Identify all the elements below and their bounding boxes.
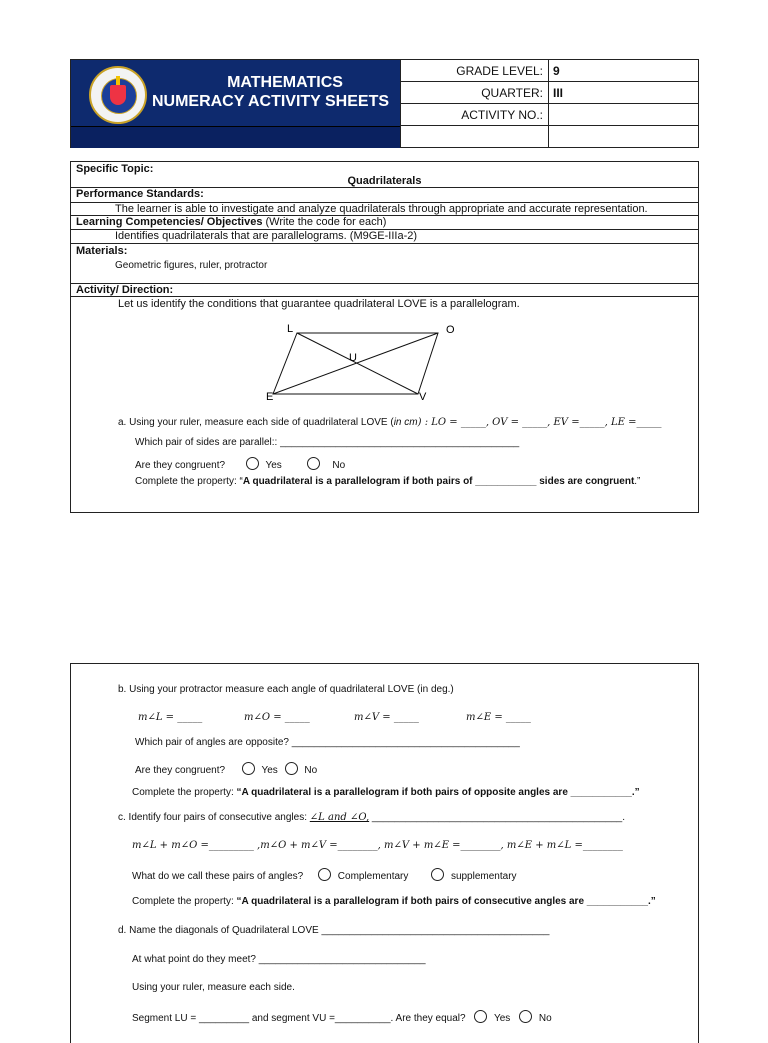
yes-label: Yes [261,765,278,776]
activity-value[interactable] [548,104,698,126]
competencies-value-row [71,230,698,244]
competencies-value: Identifies quadrilaterals that are parallelograms. (M9GE-IIIa-2) [115,230,418,242]
angle-v-measure[interactable]: m∠V = _____ [354,712,419,723]
header-table [70,59,699,148]
banner-strip [71,126,400,148]
angle-o-measure[interactable]: m∠O = _____ [244,712,310,723]
item-d-measure-instruction: Using your ruler, measure each side. [132,982,295,993]
no-label: No [332,460,346,471]
vertex-l-label: L [287,323,294,335]
vertex-o-label: O [446,324,455,336]
materials-label: Materials: [76,245,128,257]
vertex-v-label: V [419,391,427,403]
parallelogram-love-diagram [200,320,480,410]
complementary-radio-icon[interactable] [318,868,331,881]
direction-label: Activity/ Direction: [76,284,174,296]
blank-value-cell[interactable] [548,126,698,147]
intersection-u-label: U [349,352,357,364]
no-radio-icon[interactable] [519,1010,532,1023]
item-c-property: Complete the property: “A quadrilateral is a parallelogram if both pairs of consecutive angles are ___________.” [132,896,656,907]
blank-label-cell [400,126,548,147]
materials-value: Geometric figures, ruler, protractor [115,260,268,271]
specific-topic-row [71,162,698,188]
materials-row [71,244,698,284]
supplementary-label: supplementary [450,871,517,882]
item-d-instruction[interactable]: d. Name the diagonals of Quadrilateral LOVE _________________________________________ [118,925,550,936]
performance-label: Performance Standards: [76,188,204,200]
item-c-instruction: c. Identify four pairs of consecutive angles: ∠L and ∠O, _____________________________________________. [118,812,625,823]
header-title: MATHEMATICS [227,74,343,91]
competencies-label: Learning Competencies/ Objectives [76,216,263,228]
no-radio-icon[interactable] [285,762,298,775]
angle-e-measure[interactable]: m∠E = _____ [466,712,531,723]
direction-value: Let us identify the conditions that guarantee quadrilateral LOVE is a parallelogram. [118,298,520,310]
item-d-segment-question: Segment LU = _________ and segment VU =__________. Are they equal? Yes No [132,1010,552,1024]
competencies-label-row [71,216,698,230]
diagonal-lv [297,333,418,394]
item-a-parallel-question[interactable]: Which pair of sides are parallel:: ___________________________________________ [135,437,520,448]
supplementary-radio-icon[interactable] [431,868,444,881]
angle-l-measure[interactable]: m∠L = _____ [138,712,203,723]
competencies-hint: (Write the code for each) [265,216,387,228]
yes-label: Yes [493,1013,511,1024]
quarter-label: QUARTER: [400,82,548,104]
specific-topic-value: Quadrilaterals [347,175,422,187]
no-label: No [304,765,318,776]
grade-level-value[interactable]: 9 [548,60,698,82]
item-b-instruction: b. Using your protractor measure each angle of quadrilateral LOVE (in deg.) [118,684,454,695]
item-a-property: Complete the property: “A quadrilateral is a parallelogram if both pairs of ___________ sides are congruent.” [135,476,641,487]
performance-value-row [71,203,698,216]
deped-seal-icon [89,66,147,124]
header-banner [71,60,400,147]
no-radio-icon[interactable] [307,457,320,470]
yes-radio-icon[interactable] [242,762,255,775]
item-c-call-question: What do we call these pairs of angles? Complementary supplementary [132,868,517,882]
item-b-opposite-question[interactable]: Which pair of angles are opposite? _________________________________________ [135,737,520,748]
item-d-meet-question[interactable]: At what point do they meet? ______________________________ [132,954,426,965]
direction-label-row [71,284,698,297]
performance-value: The learner is able to investigate and analyze quadrilaterals through appropriate and accurate representation. [115,203,648,215]
specific-topic-label: Specific Topic: [76,163,154,175]
yes-radio-icon[interactable] [246,457,259,470]
yes-radio-icon[interactable] [474,1010,487,1023]
grade-level-label: GRADE LEVEL: [400,60,548,82]
activity-label: ACTIVITY NO.: [400,104,548,126]
yes-label: Yes [265,460,282,471]
vertex-e-label: E [266,391,274,403]
header-subtitle: NUMERACY ACTIVITY SHEETS [151,93,390,110]
consecutive-angle-sums[interactable]: m∠L + m∠O =_________ ,m∠O + m∠V =________, m∠V + m∠E =________, m∠E + m∠L =________ [132,840,623,851]
item-a-instruction: a. Using your ruler, measure each side of quadrilateral LOVE (in cm) : LO = _____, OV = _____, EV =_____, LE =_____ [118,417,662,428]
item-b-congruent-question: Are they congruent? Yes No [135,762,317,776]
performance-label-row [71,188,698,203]
item-a-congruent-question: Are they congruent? Yes No [135,457,345,471]
no-label: No [538,1013,552,1024]
quarter-value[interactable]: III [548,82,698,104]
complementary-label: Complementary [337,871,409,882]
item-b-property: Complete the property: “A quadrilateral is a parallelogram if both pairs of opposite angles are ___________.” [132,787,640,798]
